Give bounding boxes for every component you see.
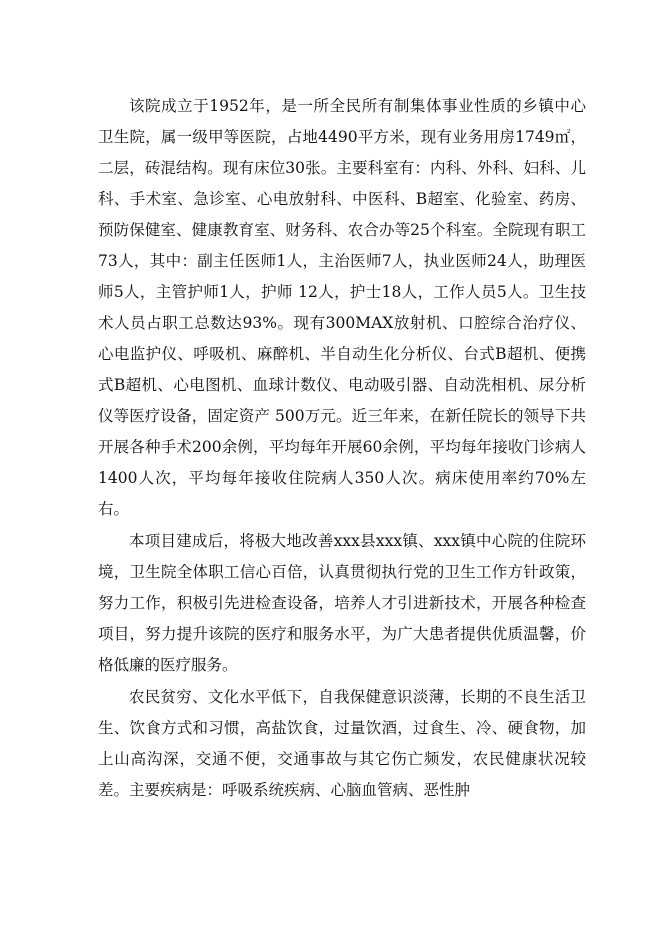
document-body bbox=[98, 91, 586, 807]
paragraph-rural-health-status: 农民贫穷、文化水平低下，自我保健意识淡薄，长期的不良生活卫生、饮食方式和习惯，高盐饮食，过量饮酒，过食生、冷、硬食物，加上山高沟深，交通不便，交通事故与其它伤亡频发，农民健康状况较差。主要疾病是：呼吸系统疾病、心脑血管病、恶性肿 bbox=[98, 688, 586, 799]
paragraph-hospital-overview: 该院成立于1952年，是一所全民所有制集体事业性质的乡镇中心卫生院，属一级甲等医院，占地4490平方米，现有业务用房1749㎡，二层，砖混结构。现有床位30张。主要科室有：内科、外科、妇科、儿科、手术室、急诊室、心电放射科、中医科、B超室、化验室、药房、预防保健室、健康教育室、财务科、农合办等25个科室。全院现有职工73人，其中：副主任医师1人，主治医师7人，执业医师24人，助理医师5人，主管护师1人，护师 12人，护士18人，工作人员5人。卫生技术人员占职工总数达93%。现有300MAX放射机、口腔综合治疗仪、心电监护仪、呼吸机、麻醉机、半自动生化分析仪、台式B超机、便携式B超机、心电图机、血球计数仪、电动吸引器、自动洗相机、尿分析仪等医疗设备，固定资产 500万元。近三年来，在新任院长的领导下共开展各种手术200余例，平均每年开展60余例，平均每年接收门诊病人 1400人次，平均每年接收住院病人350人次。病床使用率约70%左右。 bbox=[98, 97, 586, 518]
paragraph-project-benefits: 本项目建成后，将极大地改善xxx县xxx镇、xxx镇中心院的住院环境，卫生院全体职工信心百倍，认真贯彻执行党的卫生工作方针政策，努力工作，积极引先进检查设备，培养人才引进新技术，开展各种检查项目，努力提升该院的医疗和服务水平，为广大患者提供优质温馨，价格低廉的医疗服务。 bbox=[98, 532, 586, 674]
